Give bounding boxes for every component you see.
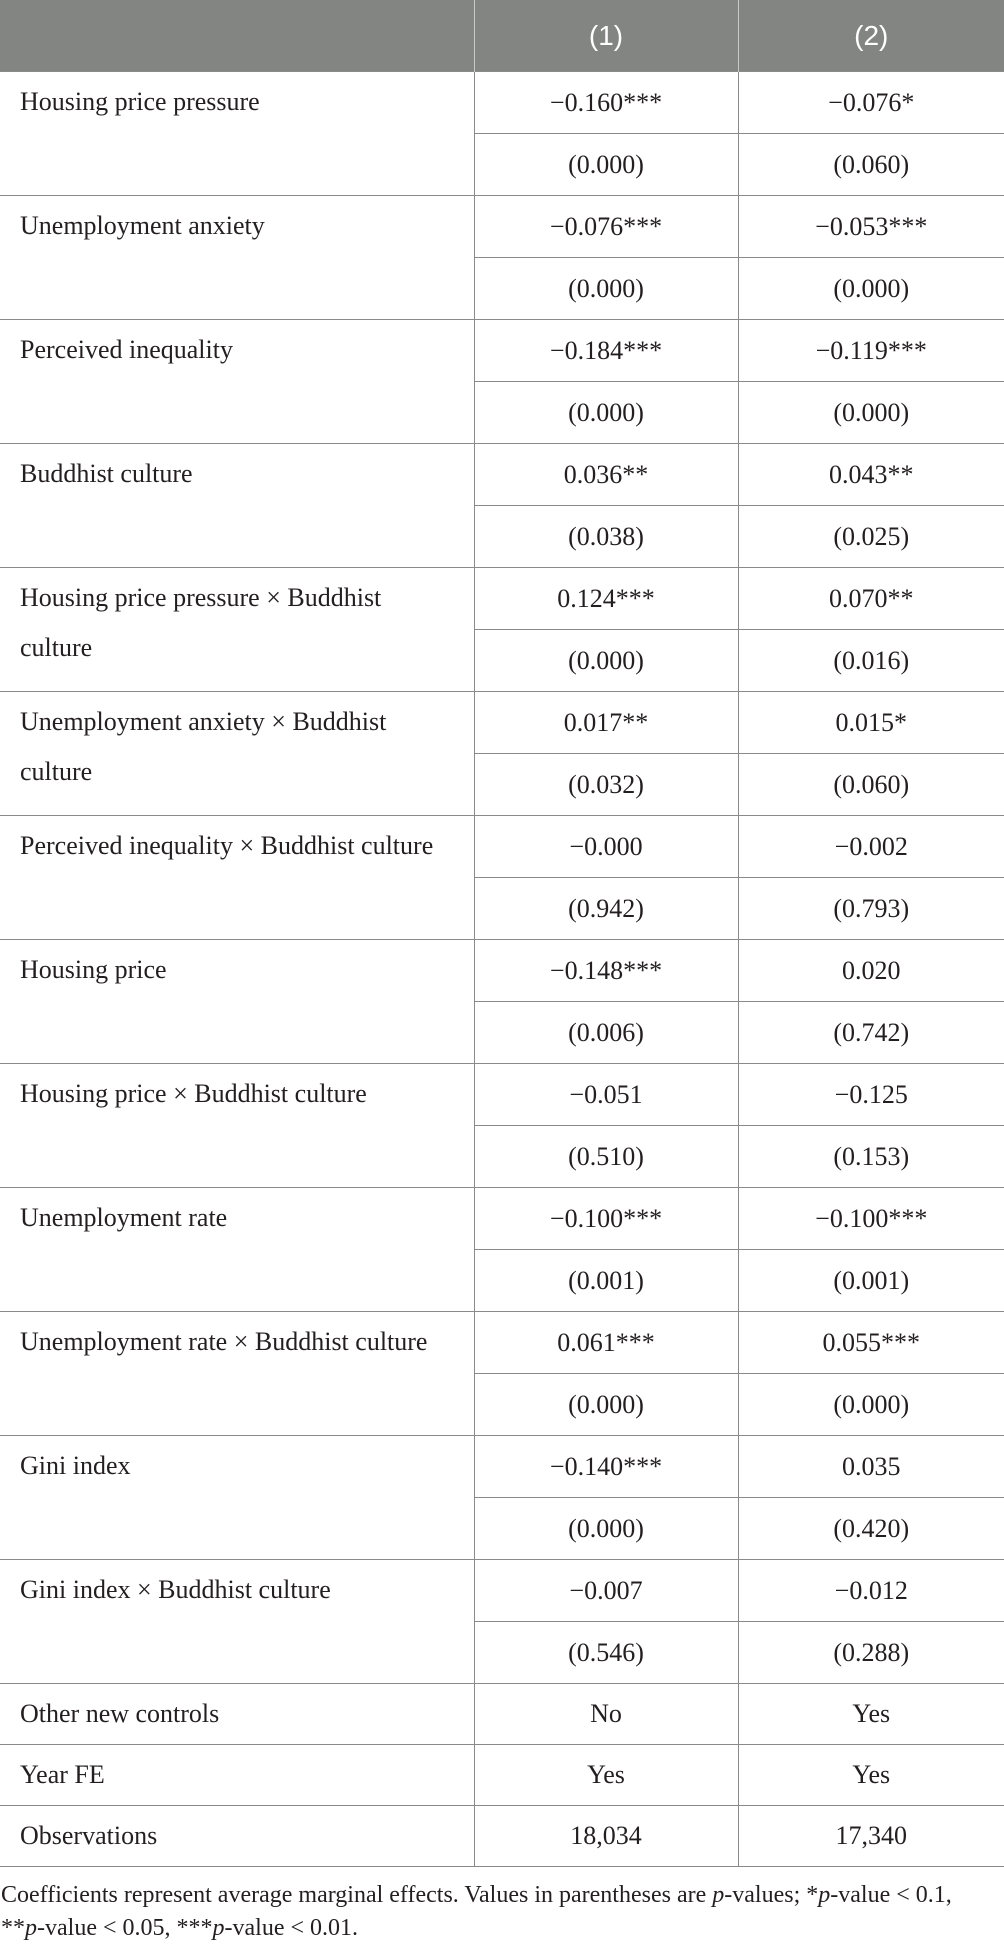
table-note <box>0 1867 981 1945</box>
coefficient-model-1: −0.007 <box>474 1560 738 1622</box>
header-variable-column <box>0 0 474 72</box>
coefficient-model-1: 0.061*** <box>474 1312 738 1374</box>
coefficient-model-1: −0.100*** <box>474 1188 738 1250</box>
variable-label: Housing price × Buddhist culture <box>0 1064 474 1188</box>
summary-model-1: 18,034 <box>474 1806 738 1867</box>
pvalue-model-2: (0.060) <box>738 134 1004 196</box>
note-p-italic: p <box>712 1882 725 1908</box>
coefficient-model-2: 0.043** <box>738 444 1004 506</box>
coefficient-model-1: −0.184*** <box>474 320 738 382</box>
variable-label: Unemployment anxiety × Buddhist culture <box>0 692 474 816</box>
variable-label: Unemployment rate <box>0 1188 474 1312</box>
coefficient-model-2: −0.002 <box>738 816 1004 878</box>
pvalue-model-1: (0.546) <box>474 1622 738 1684</box>
pvalue-model-1: (0.000) <box>474 630 738 692</box>
table-body <box>0 72 1004 1867</box>
variable-label: Buddhist culture <box>0 444 474 568</box>
pvalue-model-1: (0.510) <box>474 1126 738 1188</box>
coefficient-model-2: 0.070** <box>738 568 1004 630</box>
coefficient-model-2: 0.035 <box>738 1436 1004 1498</box>
note-p-italic: p <box>25 1915 37 1941</box>
pvalue-model-2: (0.001) <box>738 1250 1004 1312</box>
coefficient-model-2: −0.053*** <box>738 196 1004 258</box>
variable-label: Unemployment anxiety <box>0 196 474 320</box>
pvalue-model-1: (0.000) <box>474 258 738 320</box>
note-text-4: -value < 0.05, *** <box>37 1915 213 1941</box>
coefficient-model-1: −0.051 <box>474 1064 738 1126</box>
pvalue-model-2: (0.025) <box>738 506 1004 568</box>
table-row-coefficient <box>0 320 1004 382</box>
coefficient-model-1: 0.036** <box>474 444 738 506</box>
header-model-1: (1) <box>474 0 738 72</box>
pvalue-model-2: (0.153) <box>738 1126 1004 1188</box>
summary-model-2: Yes <box>738 1684 1004 1745</box>
table-row-coefficient <box>0 568 1004 630</box>
variable-label: Unemployment rate × Buddhist culture <box>0 1312 474 1436</box>
summary-label: Observations <box>0 1806 474 1867</box>
summary-model-2: Yes <box>738 1745 1004 1806</box>
pvalue-model-1: (0.032) <box>474 754 738 816</box>
variable-label: Gini index × Buddhist culture <box>0 1560 474 1684</box>
note-p-italic: p <box>212 1915 225 1941</box>
pvalue-model-1: (0.038) <box>474 506 738 568</box>
summary-model-2: 17,340 <box>738 1806 1004 1867</box>
table-row-summary <box>0 1684 1004 1745</box>
coefficient-model-1: 0.124*** <box>474 568 738 630</box>
header-model-2: (2) <box>738 0 1004 72</box>
pvalue-model-1: (0.000) <box>474 134 738 196</box>
variable-label: Housing price <box>0 940 474 1064</box>
coefficient-model-2: 0.020 <box>738 940 1004 1002</box>
summary-label: Year FE <box>0 1745 474 1806</box>
coefficient-model-2: 0.055*** <box>738 1312 1004 1374</box>
table-row-coefficient <box>0 1312 1004 1374</box>
coefficient-model-2: −0.076* <box>738 72 1004 134</box>
coefficient-model-1: 0.017** <box>474 692 738 754</box>
coefficient-model-1: −0.076*** <box>474 196 738 258</box>
note-text-5: -value < 0.01. <box>224 1915 358 1941</box>
pvalue-model-2: (0.420) <box>738 1498 1004 1560</box>
table-row-coefficient <box>0 1436 1004 1498</box>
coefficient-model-2: 0.015* <box>738 692 1004 754</box>
pvalue-model-1: (0.000) <box>474 382 738 444</box>
pvalue-model-2: (0.060) <box>738 754 1004 816</box>
note-text-2: -values; * <box>724 1882 819 1908</box>
table-row-coefficient <box>0 444 1004 506</box>
table-row-coefficient <box>0 692 1004 754</box>
table-row-summary <box>0 1745 1004 1806</box>
note-p-italic: p <box>818 1882 831 1908</box>
table-row-coefficient <box>0 196 1004 258</box>
variable-label: Perceived inequality <box>0 320 474 444</box>
pvalue-model-1: (0.000) <box>474 1374 738 1436</box>
coefficient-model-2: −0.125 <box>738 1064 1004 1126</box>
coefficient-model-2: −0.119*** <box>738 320 1004 382</box>
table-row-coefficient <box>0 940 1004 1002</box>
pvalue-model-1: (0.006) <box>474 1002 738 1064</box>
variable-label: Gini index <box>0 1436 474 1560</box>
note-text-1: Coefficients represent average marginal effects. Values in parentheses are <box>1 1882 713 1908</box>
variable-label: Housing price pressure <box>0 72 474 196</box>
pvalue-model-2: (0.000) <box>738 258 1004 320</box>
pvalue-model-2: (0.742) <box>738 1002 1004 1064</box>
pvalue-model-2: (0.016) <box>738 630 1004 692</box>
coefficient-model-1: −0.160*** <box>474 72 738 134</box>
summary-model-1: No <box>474 1684 738 1745</box>
table-row-coefficient <box>0 1188 1004 1250</box>
table-row-coefficient <box>0 1064 1004 1126</box>
summary-model-1: Yes <box>474 1745 738 1806</box>
table-row-coefficient <box>0 1560 1004 1622</box>
table-header <box>0 0 1004 72</box>
variable-label: Perceived inequality × Buddhist culture <box>0 816 474 940</box>
variable-label: Housing price pressure × Buddhist culture <box>0 568 474 692</box>
coefficient-model-1: −0.148*** <box>474 940 738 1002</box>
pvalue-model-2: (0.000) <box>738 1374 1004 1436</box>
pvalue-model-1: (0.000) <box>474 1498 738 1560</box>
pvalue-model-1: (0.942) <box>474 878 738 940</box>
table-row-coefficient <box>0 816 1004 878</box>
summary-label: Other new controls <box>0 1684 474 1745</box>
pvalue-model-2: (0.288) <box>738 1622 1004 1684</box>
table-row-summary <box>0 1806 1004 1867</box>
coefficient-model-2: −0.012 <box>738 1560 1004 1622</box>
pvalue-model-2: (0.000) <box>738 382 1004 444</box>
coefficient-model-2: −0.100*** <box>738 1188 1004 1250</box>
coefficient-model-1: −0.140*** <box>474 1436 738 1498</box>
coefficient-model-1: −0.000 <box>474 816 738 878</box>
note-text-3: -value < 0.1, ** <box>1 1882 952 1941</box>
pvalue-model-1: (0.001) <box>474 1250 738 1312</box>
pvalue-model-2: (0.793) <box>738 878 1004 940</box>
table-row-coefficient <box>0 72 1004 134</box>
header-row <box>0 0 1004 72</box>
